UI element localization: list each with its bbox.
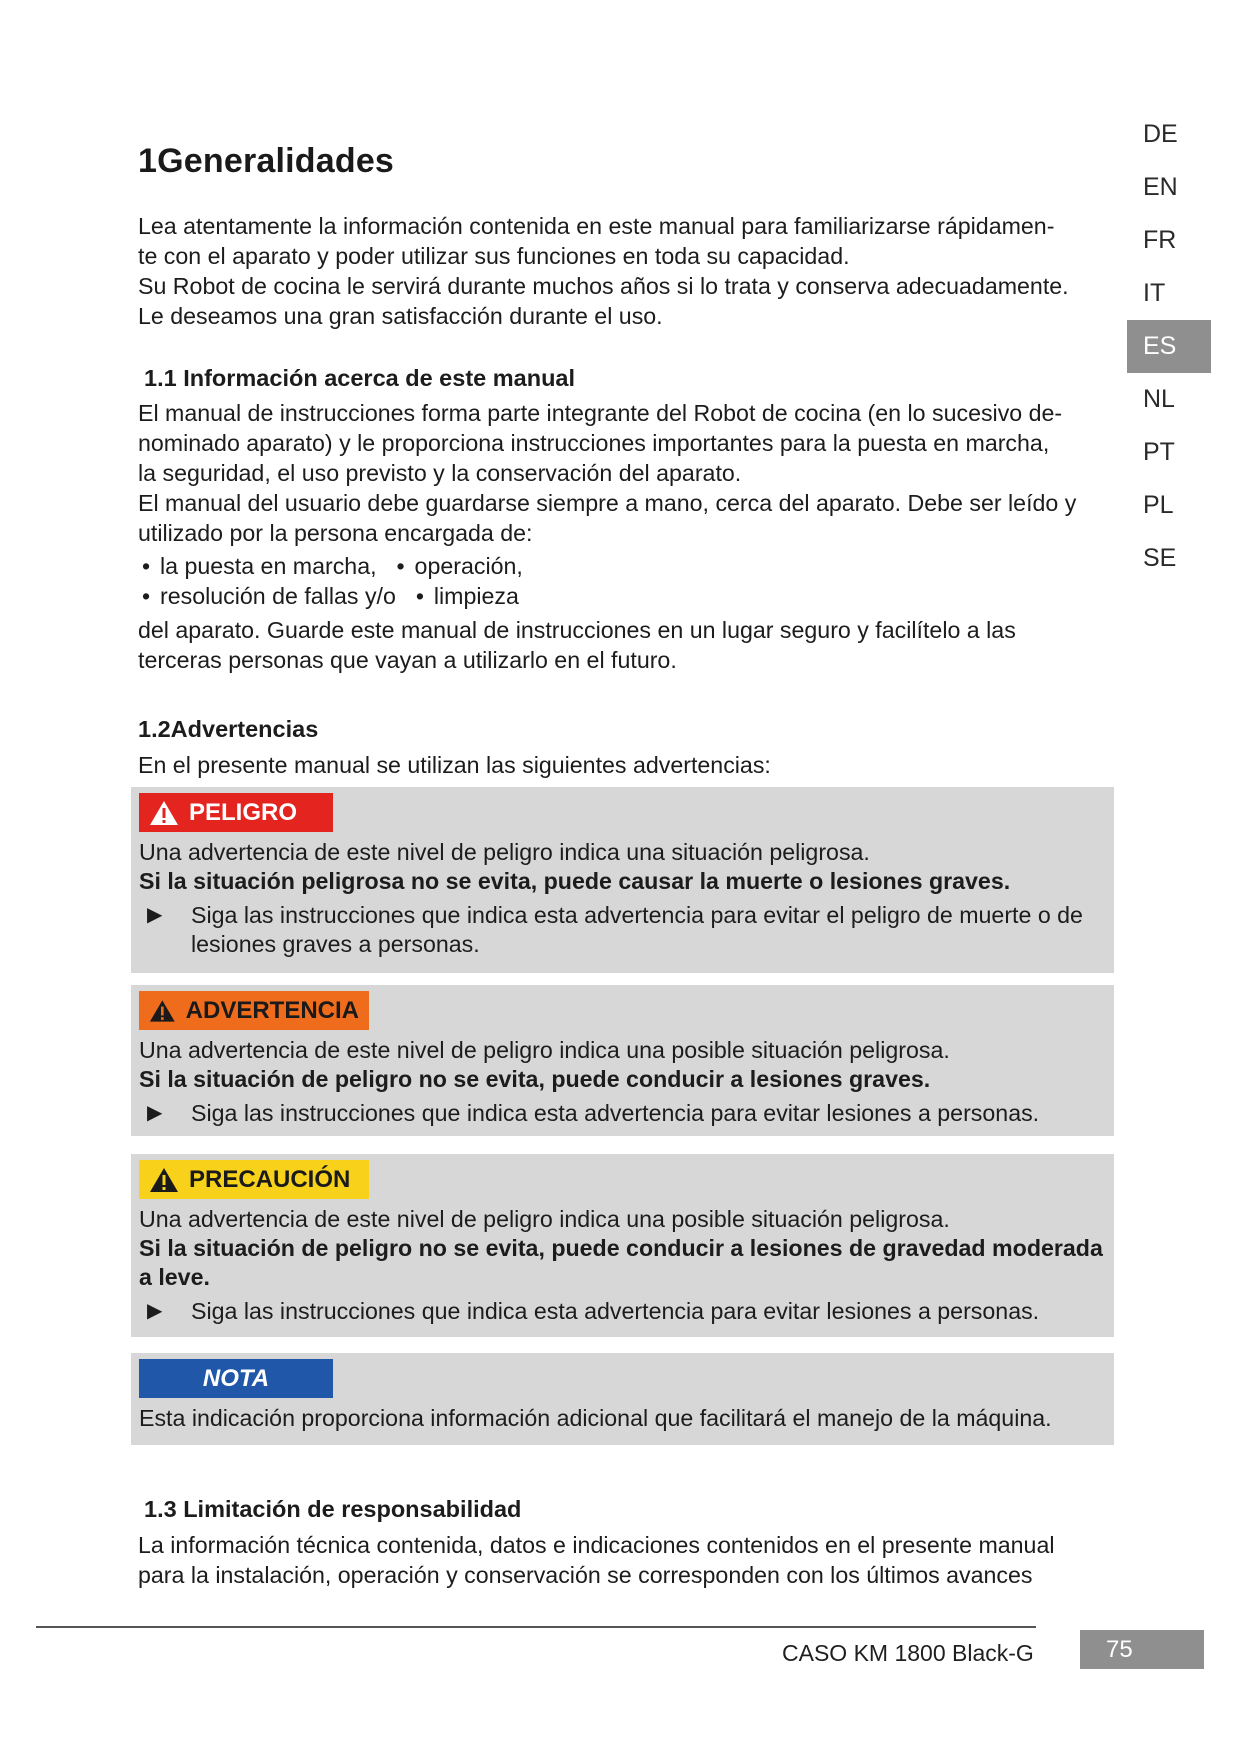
body-line: nominado aparato) y le proporciona instrucciones importantes para la puesta en marcha,: [138, 430, 1050, 456]
intro-paragraph: [138, 211, 1098, 331]
bullet-item: resolución de fallas y/o: [160, 583, 396, 609]
language-nav: [1127, 108, 1211, 585]
body-line: la seguridad, el uso previsto y la conservación del aparato.: [138, 460, 742, 486]
warning-line-2: Si la situación de peligro no se evita, puede conducir a lesiones graves.: [139, 1066, 931, 1092]
intro-line: te con el aparato y poder utilizar sus funciones en toda su capacidad.: [138, 243, 850, 269]
arrow-right-icon: ▶: [147, 1300, 163, 1322]
section-heading-1-2: 1.2Advertencias: [138, 716, 319, 742]
note-box: [131, 1353, 1114, 1445]
section-1-3-body: [138, 1530, 1098, 1590]
danger-box: [131, 787, 1114, 973]
danger-action: [139, 901, 1106, 959]
arrow-right-icon: ▶: [147, 904, 163, 926]
note-line-1: Esta indicación proporciona información adicional que facilitará el manejo de la máquina.: [139, 1405, 1052, 1431]
danger-line-1: Una advertencia de este nivel de peligro indica una situación peligrosa.: [139, 839, 870, 865]
body-line: El manual de instrucciones forma parte integrante del Robot de cocina (en lo sucesivo de-: [138, 400, 1063, 426]
warning-triangle-icon: [149, 1167, 179, 1193]
section-heading-1-3: 1.3 Limitación de responsabilidad: [144, 1496, 522, 1522]
caution-action-text: Siga las instrucciones que indica esta advertencia para evitar lesiones a personas.: [191, 1298, 1040, 1324]
bullet-row: • resolución de fallas y/o • limpieza: [142, 583, 519, 609]
section-heading-1-1: 1.1 Información acerca de este manual: [144, 365, 576, 391]
warning-box: [131, 985, 1114, 1136]
bullet-item: operación,: [414, 553, 523, 579]
warning-action: [139, 1099, 1106, 1128]
caution-line-1: Una advertencia de este nivel de peligro indica una posible situación peligrosa.: [139, 1206, 950, 1232]
lang-item-pt[interactable]: PT: [1143, 438, 1175, 466]
lang-item-de[interactable]: DE: [1143, 120, 1178, 148]
section-1-2-intro: En el presente manual se utilizan las siguientes advertencias:: [138, 752, 771, 778]
lang-item-fr[interactable]: FR: [1143, 226, 1177, 254]
intro-line: Lea atentamente la información contenida en este manual para familiarizarse rápidamen-: [138, 213, 1055, 239]
intro-line: Le deseamos una gran satisfacción durante el uso.: [138, 303, 663, 329]
body-line: terceras personas que vayan a utilizarlo en el futuro.: [138, 647, 677, 673]
caution-box: [131, 1154, 1114, 1337]
note-label: NOTA: [139, 1359, 333, 1398]
body-line: La información técnica contenida, datos e indicaciones contenidos en el presente manual: [138, 1532, 1055, 1558]
body-line: para la instalación, operación y conservación se corresponden con los últimos avances: [138, 1562, 1033, 1588]
bullet-list: [138, 551, 1098, 611]
bullet-row: • la puesta en marcha, • operación,: [142, 553, 523, 579]
warning-triangle-icon: [149, 800, 179, 826]
footer-divider: [36, 1626, 1036, 1628]
warning-line-1: Una advertencia de este nivel de peligro indica una posible situación peligrosa.: [139, 1037, 950, 1063]
warning-label: ADVERTENCIA: [139, 991, 369, 1030]
warning-triangle-icon: [149, 998, 176, 1024]
lang-item-es-active[interactable]: ES: [1127, 320, 1211, 373]
danger-line-2: Si la situación peligrosa no se evita, puede causar la muerte o lesiones graves.: [139, 868, 1011, 894]
page-number: 75: [1080, 1630, 1204, 1669]
page-title: 1Generalidades: [138, 142, 395, 180]
caution-line-2: Si la situación de peligro no se evita, puede conducir a lesiones de gravedad moderada a leve.: [139, 1235, 1103, 1290]
danger-label: PELIGRO: [139, 793, 333, 832]
lang-item-se[interactable]: SE: [1143, 544, 1177, 572]
caution-label: PRECAUCIÓN: [139, 1160, 369, 1199]
intro-line: Su Robot de cocina le servirá durante muchos años si lo trata y conserva adecuadamente.: [138, 273, 1069, 299]
warning-action-text: Siga las instrucciones que indica esta advertencia para evitar lesiones a personas.: [191, 1100, 1040, 1126]
footer-model-name: CASO KM 1800 Black-G: [782, 1640, 1034, 1666]
body-line: El manual del usuario debe guardarse siempre a mano, cerca del aparato. Debe ser leído y: [138, 490, 1077, 516]
section-1-1-body: [138, 398, 1098, 675]
lang-item-en[interactable]: EN: [1143, 173, 1178, 201]
lang-item-nl[interactable]: NL: [1143, 385, 1175, 413]
bullet-item: limpieza: [433, 583, 519, 609]
bullet-item: la puesta en marcha,: [160, 553, 377, 579]
caution-action: [139, 1297, 1106, 1326]
body-line: del aparato. Guarde este manual de instrucciones en un lugar seguro y facilítelo a las: [138, 617, 1016, 643]
lang-item-it[interactable]: IT: [1143, 279, 1166, 307]
body-line: utilizado por la persona encargada de:: [138, 520, 533, 546]
danger-action-text: Siga las instrucciones que indica esta advertencia para evitar el peligro de muerte o de lesiones graves a personas.: [191, 902, 1083, 957]
arrow-right-icon: ▶: [147, 1102, 163, 1124]
lang-item-pl[interactable]: PL: [1143, 491, 1174, 519]
